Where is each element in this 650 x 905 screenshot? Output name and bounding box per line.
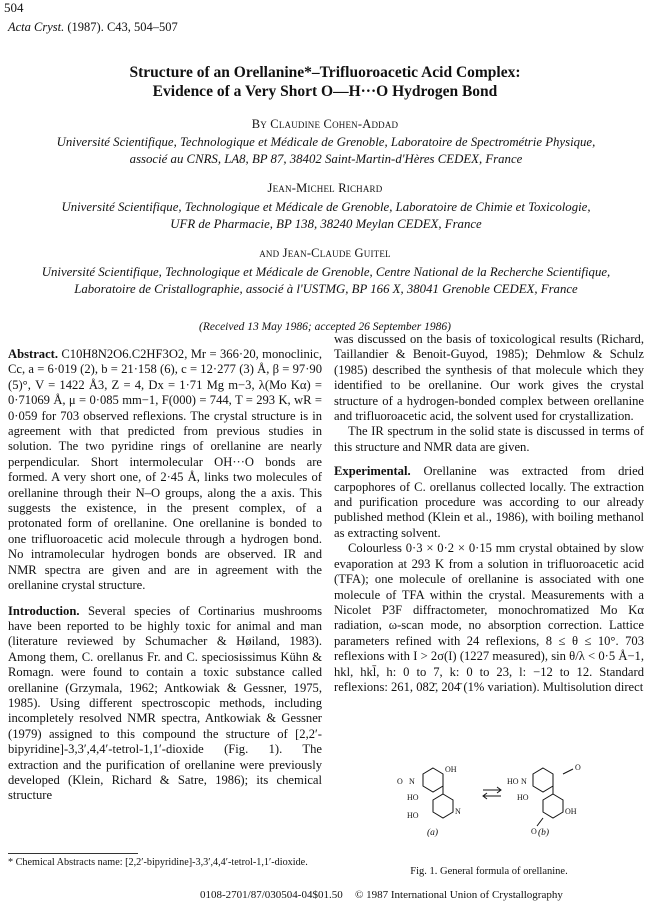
atom-b-ho-2: HO (517, 793, 529, 802)
affiliation-1 (6, 134, 646, 168)
affiliation-1-line-1: Université Scientifique, Technologique et Médicale de Grenoble, Laboratoire de Spectrométrie Physique, (56, 135, 596, 149)
ring-a-upper (423, 768, 443, 792)
ring-b-lower (543, 794, 563, 818)
author-1: By Claudine Cohen-Addad (251, 117, 399, 131)
atom-b-o-lower: O (531, 827, 537, 836)
atom-b-o-upper: O (575, 763, 581, 772)
footnote-rule (8, 853, 138, 854)
affiliation-1-line-2: associé au CNRS, LA8, BP 87, 38402 Saint-Martin-d'Hères CEDEX, France (129, 152, 523, 166)
journal-citation (8, 20, 178, 35)
journal-volume: (1987). C43, 504–507 (67, 20, 178, 34)
atom-a-ho-2: HO (407, 811, 419, 820)
article-code: 0108-2701/87/030504-04$01.50 (200, 889, 343, 901)
affiliation-2-line-1: Université Scientifique, Technologique et Médicale de Grenoble, Laboratoire de Chimie et Toxicologie, (61, 200, 591, 214)
journal-name: Acta Cryst. (8, 20, 65, 34)
atom-a-n-plus-2: N (455, 807, 461, 816)
introduction-paragraph (8, 604, 322, 804)
experimental-paragraph-2: Colourless 0·3 × 0·2 × 0·15 mm crystal obtained by slow evaporation at 293 K from a solution in trifluoroacetic acid (TFA); one molecule of orellanine is associated with one molecule of TFA within the crystal. Measurements with a Nicolet P3F diffractometer, monochromatized Mo Kα radiation, ω-scan mode, no absorption correction. Lattice parameters refined with 24 reflexions, 8 ≤ θ ≤ 10°. 703 reflexions with I > 2σ(I) (1227 measured), sin θ/λ < 0·5 Å−1, hkl, hkl̄, h: 0 to 7, k: 0 to 23, l: −12 to 12. Standard reflexions: 261, 082̄, 204̄ (1% variation). Multisolution direct (334, 541, 644, 694)
introduction-text: Several species of Cortinarius mushrooms have been reported to be highly toxic for animal and man (literature reviewed by Schumacher & Høiland, 1983). Among them, C. orellanus Fr. and C. speciosissimus Kühn & Romagn. were found to contain a toxic substance called orellanine (Grzymala, 1962; Antkowiak & Gessner, 1975, 1985). Using different spectroscopic methods, including incompletely resolved NMR spectra, Antkowiak & Gessner (1979) assigned to this compound the structure of [2,2′-bipyridine]-3,3′,4,4′-tetrol-1,1′-dioxide (Fig. 1). The extraction and the purification of orellanine were previously developed (Klein, Richard & Satre, 1986); its chemical structure (8, 603, 323, 803)
introduction-paragraph-2: The IR spectrum in the solid state is discussed in terms of this structure and NMR data are given. (334, 424, 644, 454)
atom-a-ho-1: HO (407, 793, 419, 802)
footnote: * Chemical Abstracts name: [2,2′-bipyridine]-3,3′,4,4′-tetrol-1,1′-dioxide. (8, 857, 308, 868)
figure-1-structures (395, 760, 595, 842)
paper-title-line-1: Structure of an Orellanine*–Trifluoroacetic Acid Complex: (129, 64, 521, 81)
affiliation-3-line-1: Université Scientifique, Technologique et Médicale de Grenoble, Centre National de la Recherche Scientifique, (41, 265, 611, 279)
atom-a-oh: OH (445, 765, 457, 774)
ring-b-upper (533, 768, 553, 792)
introduction-continued: was discussed on the basis of toxicological results (Richard, Taillandier & Benoit-Guyod, 1985); Dehmlow & Schulz (1985) described the synthesis of that molecule which they identified to be orellanine. Our work gives the crystal structure of a hydrogen-bonded complex between orellanine and trifluoroacetic acid, the solvent used for crystallization. (334, 332, 644, 424)
introduction-heading: Introduction. (8, 603, 80, 618)
bond-b-carbonyl-upper (563, 769, 573, 774)
atom-b-ho: HO (507, 777, 519, 786)
atom-a-n-plus: N (409, 777, 415, 786)
affiliation-3 (6, 264, 646, 298)
abstract-text: C10H8N2O6.C2HF3O2, Mr = 366·20, monoclinic, Cc, a = 6·019 (2), b = 21·158 (6), c = 12·277 (3) Å, β = 97·90 (5)°, V = 1422 Å3, Z = 4, Dx = 1·71 Mg m−3, λ(Mo Kα) = 0·71069 Å, μ = 0·085 mm−1, F(000) = 744, T = 293 K, wR = 0·059 for 703 observed reflexions. The crystal structure is in agreement with that predicted from previous studies in solution. The two pyridine rings of orellanine are nearly perpendicular. Short intermolecular OH···O bonds are formed. A very short one, of 2·45 Å, links two molecules of orellanine through their N–O groups, along the a axis. This suggests the existence, in the present complex, of a protonated form of orellanine. One orellanine is bonded to one trifluoroacetic acid molecule through a hydrogen bond. No intramolecular hydrogen bonds are observed. IR and NMR spectra are given and are in agreement with the orellanine crystal structure. (8, 347, 322, 593)
atom-b-nh: OH (565, 807, 577, 816)
experimental-paragraph (334, 464, 644, 541)
affiliation-2 (6, 199, 646, 233)
experimental-text: Orellanine was extracted from dried carpophores of C. orellanus collected locally. The extraction and purification procedure was according to our already published method (Klein et al., 1986), with boiling methanol as extracting solvent. (334, 464, 644, 540)
figure-label-a: (a) (427, 828, 439, 838)
right-column (334, 332, 644, 695)
copyright: © 1987 International Union of Crystallography (355, 889, 563, 901)
affiliation-3-line-2: Laboratoire de Cristallographie, associé à l'USTMG, BP 166 X, 38041 Grenoble CEDEX, France (74, 282, 578, 296)
experimental-heading: Experimental. (334, 464, 411, 479)
figure-label-b: (b) (538, 828, 550, 838)
received-dates: (Received 13 May 1986; accepted 26 September 1986) (199, 321, 451, 333)
atom-a-o-minus: O (397, 777, 403, 786)
atom-b-hn: N (521, 777, 527, 786)
left-column (8, 347, 322, 804)
bond-b-carbonyl-lower (537, 818, 543, 826)
orellanine-formula-drawing (395, 760, 595, 842)
paper-title-line-2: Evidence of a Very Short O—H···O Hydrogen Bond (152, 83, 498, 100)
page-number: 504 (4, 0, 24, 15)
abstract-heading: Abstract. (8, 347, 59, 361)
figure-caption: Fig. 1. General formula of orellanine. (410, 866, 568, 877)
affiliation-2-line-2: UFR de Pharmacie, BP 138, 38240 Meylan CEDEX, France (170, 217, 482, 231)
author-3: and Jean-Claude Guitel (259, 246, 391, 260)
abstract-paragraph (8, 347, 322, 594)
author-2: Jean-Michel Richard (267, 181, 383, 195)
ring-a-lower (433, 794, 453, 818)
